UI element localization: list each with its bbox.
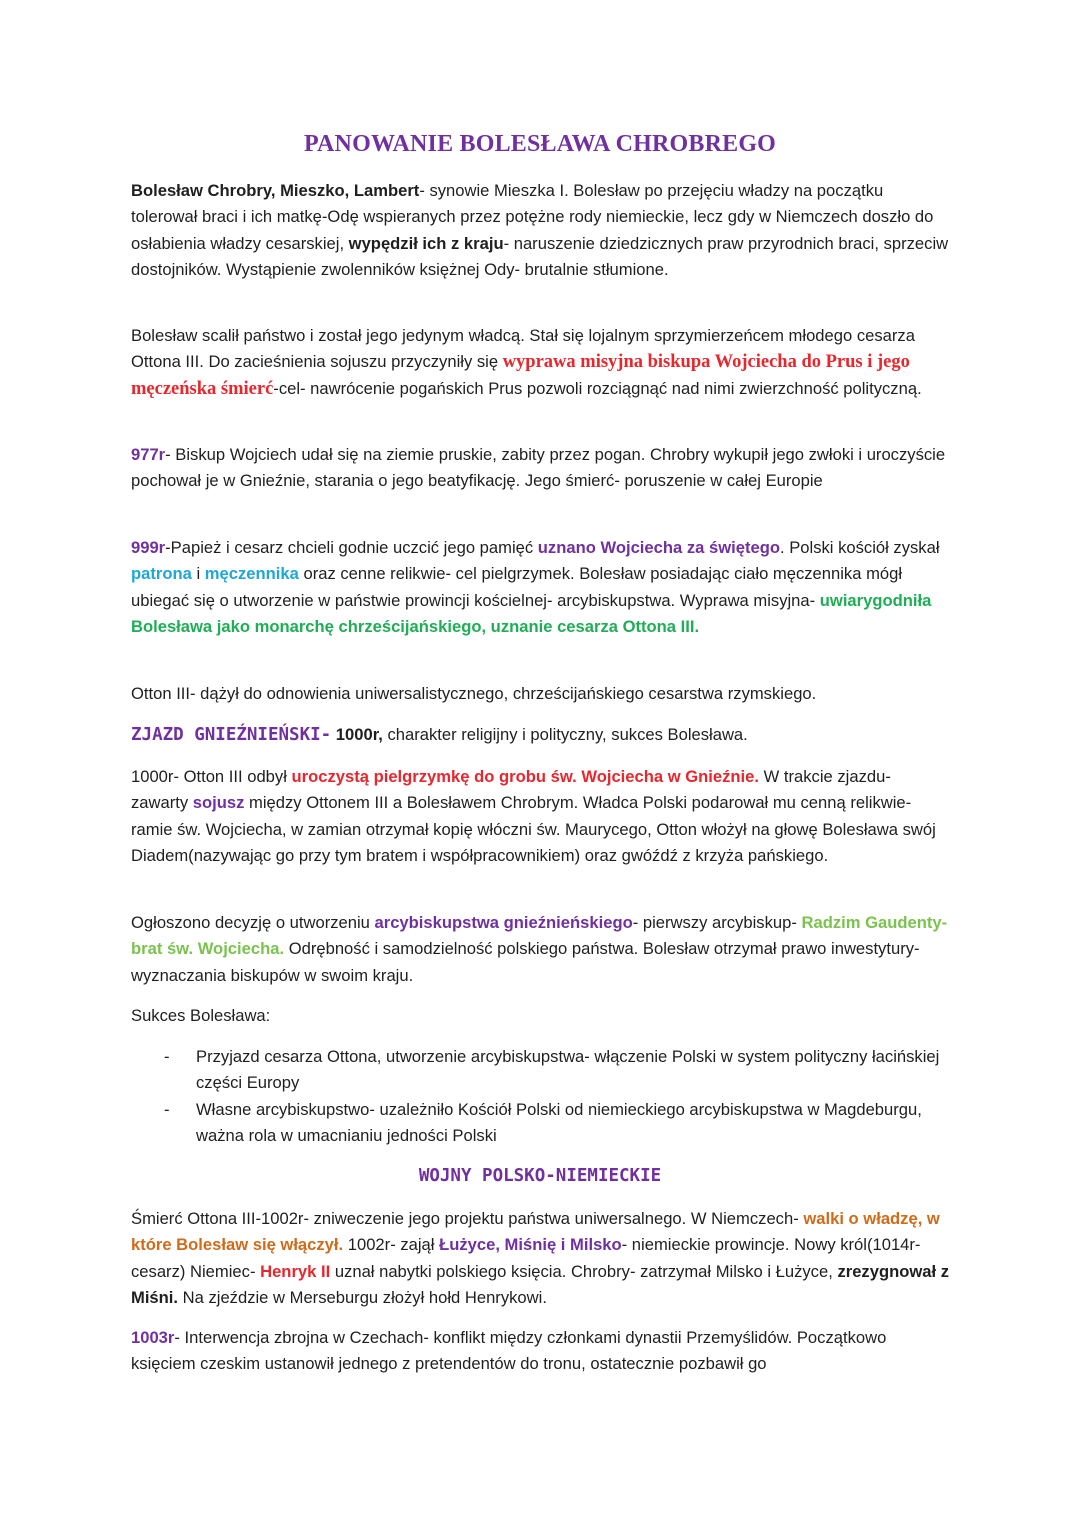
list-item-text: Własne arcybiskupstwo- uzależniło Kościół Polski od niemieckiego arcybiskupstwa w Magdeburgu, ważna rola w umacnianiu jedności Polski — [196, 1100, 922, 1146]
paragraph-1003: 1003r- Interwencja zbrojna w Czechach- konflikt między członkami dynastii Przemyślidów. Początkowo księciem czeskim ustanowił jednego z pretendentów do tronu, ostatecznie pozbawił go — [131, 1328, 887, 1374]
section-heading-wars: WOJNY POLSKO-NIEMIECKIE — [418, 1166, 662, 1186]
highlight-patron: patrona — [131, 564, 192, 584]
paragraph-alliance: Bolesław scalił państwo i został jego jedynym władcą. Stał się lojalnym sprzymierzeńcem młodego cesarza Ottona III. Do zacieśnienia sojuszu przyczyniły się wyprawa misyjna biskupa Wojciecha do Prus i jego męczeńska śmierć-cel- nawrócenie pogańskich Prus pozwoli rozciągnąć nad nimi zwierzchność polityczną. — [131, 326, 922, 399]
page-title: PANOWANIE BOLESŁAWA CHROBREGO — [303, 131, 777, 157]
paragraph-1000: 1000r- Otton III odbył uroczystą pielgrzymkę do grobu św. Wojciecha w Gnieźnie. W trakcie zjazdu- zawarty sojusz między Ottonem III a Bolesławem Chrobrym. Władca Polski podarował mu cenną relikwie- ramie św. Wojciecha, w zamian otrzymał kopię włóczni św. Maurycego, Otton włożył na głowę Bolesława swój Diadem(nazywając go przy tym bratem i współpracownikiem) oraz gwóźdź z krzyża pańskiego. — [131, 767, 936, 865]
paragraph-wars: Śmierć Ottona III-1002r- zniweczenie jego projektu państwa uniwersalnego. W Niemczech- walki o władzę, w które Bolesław się włączył. 1002r- zajął Łużyce, Miśnię i Milsko- niemieckie prowincje. Nowy król(1014r-cesarz) Niemiec- Henryk II uznał nabytki polskiego księcia. Chrobry- zatrzymał Milsko i Łużyce, zrezygnował z Miśni. Na zjeździe w Merseburgu złożył hołd Henrykowi. — [131, 1209, 950, 1307]
highlight-henryk: Henryk II — [260, 1261, 331, 1281]
paragraph-999: 999r-Papież i cesarz chcieli godnie uczcić jego pamięć uznano Wojciecha za świętego. Polski kościół zyskał patrona i męczennika oraz cenne relikwie- cel pielgrzymek. Bolesław posiadając ciało męczennika mógł ubiegać się o utworzenie w państwie prowincji kościelnej- arcybiskupstwa. Wyprawa misyjna- uwiarygodniła Bolesława jako monarchę chrześcijańskiego, uznanie cesarza Ottona III. — [131, 538, 940, 636]
list-dash: - — [164, 1100, 170, 1119]
paragraph-brothers: Bolesław Chrobry, Mieszko, Lambert- synowie Mieszka I. Bolesław po przejęciu władzy na początku tolerował braci i ich matkę-Odę wspieranych przez potężne rody niemieckie, lecz gdy w Niemczech doszło do osłabienia władzy cesarskiej, wypędził ich z kraju- naruszenie dziedzicznych praw przyrodnich braci, sprzeciw dostojników. Wystąpienie zwolenników księżnej Ody- brutalnie stłumione. — [131, 181, 949, 279]
highlight-radzim: Radzim Gaudenty- brat św. Wojciecha. — [131, 913, 948, 959]
paragraph-977: 977r- Biskup Wojciech udał się na ziemie pruskie, zabity przez pogan. Chrobry wykupił jego zwłoki i uroczyście pochował je w Gnieźnie, starania o jego beatyfikację. Jego śmierć- poruszenie w całej Europie — [131, 445, 946, 491]
highlight-power-struggle: walki o władzę, w które Bolesław się włączył. — [131, 1209, 940, 1255]
highlight-credibility: uwiarygodniła Bolesława jako monarchę chrześcijańskiego, uznanie cesarza Ottona III. — [131, 590, 932, 636]
heading-congress: ZJAZD GNIEŹNIEŃSKI- — [131, 725, 332, 745]
paragraph-archbishopric: Ogłoszono decyzję o utworzeniu arcybiskupstwa gnieźnieńskiego- pierwszy arcybiskup- Radzim Gaudenty- brat św. Wojciecha. Odrębność i samodzielność polskiego państwa. Bolesław otrzymał prawo inwestytury- wyznaczania biskupów w swoim kraju. — [131, 913, 948, 985]
highlight-alliance: sojusz — [192, 793, 245, 813]
paragraph-congress: ZJAZD GNIEŹNIEŃSKI- 1000r, charakter religijny i polityczny, sukces Bolesława. — [131, 725, 748, 745]
paragraph-otton: Otton III- dążył do odnowienia uniwersalistycznego, chrześcijańskiego cesarstwa rzymskiego. — [131, 684, 817, 703]
list-dash: - — [164, 1047, 170, 1066]
list-item — [131, 1097, 951, 1150]
highlight-pilgrimage: uroczystą pielgrzymkę do grobu św. Wojciecha w Gnieźnie. — [291, 767, 760, 786]
list-item — [131, 1044, 951, 1097]
year-1003: 1003r — [131, 1328, 175, 1347]
highlight-saint: uznano Wojciecha za świętego — [537, 538, 780, 557]
bold-misnia: zrezygnował z Miśni. — [131, 1261, 950, 1307]
highlight-mission: wyprawa misyjna biskupa Wojciecha do Prus i jego męczeńska śmierć — [131, 352, 910, 399]
highlight-archbishopric: arcybiskupstwa gnieźnieńskiego — [374, 913, 633, 932]
highlight-martyr: męczennika — [204, 564, 299, 584]
bold-names: Bolesław Chrobry, Mieszko, Lambert — [131, 181, 420, 200]
paragraph-success: Sukces Bolesława: — [131, 1006, 271, 1025]
year-999: 999r — [131, 538, 166, 557]
year-977: 977r — [131, 445, 166, 464]
bold-expelled: wypędził ich z kraju — [348, 233, 504, 253]
list-item-text: Przyjazd cesarza Ottona, utworzenie arcybiskupstwa- włączenie Polski w system polityczny łacińskiej części Europy — [196, 1047, 940, 1093]
highlight-provinces: Łużyce, Miśnię i Milsko — [439, 1235, 622, 1255]
